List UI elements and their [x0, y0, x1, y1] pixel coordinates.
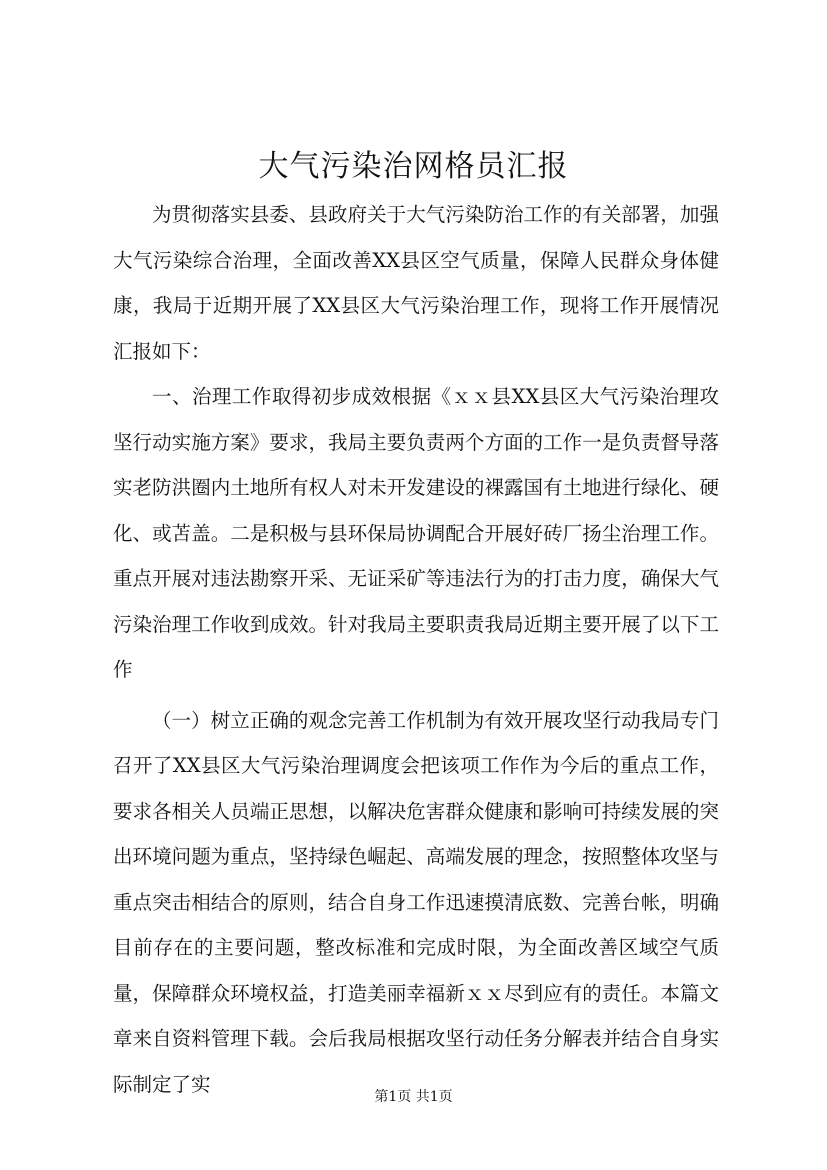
- paragraph-section-one: 一、治理工作取得初步成效根据《ｘｘ县XX县区大气污染治理攻坚行动实施方案》要求，我局主要负责两个方面的工作一是负责督导落实老防洪圈内土地所有权人对未开发建设的裸露国有土地进行绿化、硬化、或苫盖。二是积极与县环保局协调配合开展好砖厂扬尘治理工作。重点开展对违法勘察开采、无证采矿等违法行为的打击力度，确保大气污染治理工作收到成效。针对我局主要职责我局近期主要开展了以下工作: [113, 385, 719, 681]
- document-title: 大气污染治网格员汇报: [258, 149, 569, 184]
- paragraph-subsection-one: （一）树立正确的观念完善工作机制为有效开展攻坚行动我局专门召开了XX县区大气污染治理调度会把该项工作作为今后的重点工作，要求各相关人员端正思想，以解决危害群众健康和影响可持续发展的突出环境问题为重点，坚持绿色崛起、高端发展的理念，按照整体攻坚与重点突击相结合的原则，结合自身工作迅速摸清底数、完善台帐，明确目前存在的主要问题，整改标准和完成时限，为全面改善区域空气质量，保障群众环境权益，打造美丽幸福新ｘｘ尽到应有的责任。本篇文章来自资料管理下载。会后我局根据攻坚行动任务分解表并结合自身实际制定了实: [113, 708, 719, 1096]
- page-footer: 第1页 共1页: [374, 1089, 453, 1105]
- paragraph-intro: 为贯彻落实县委、县政府关于大气污染防治工作的有关部署，加强大气污染综合治理，全面改善XX县区空气质量，保障人民群众身体健康，我局于近期开展了XX县区大气污染治理工作，现将工作开展情况汇报如下：: [113, 203, 719, 363]
- document-body: [113, 192, 719, 1107]
